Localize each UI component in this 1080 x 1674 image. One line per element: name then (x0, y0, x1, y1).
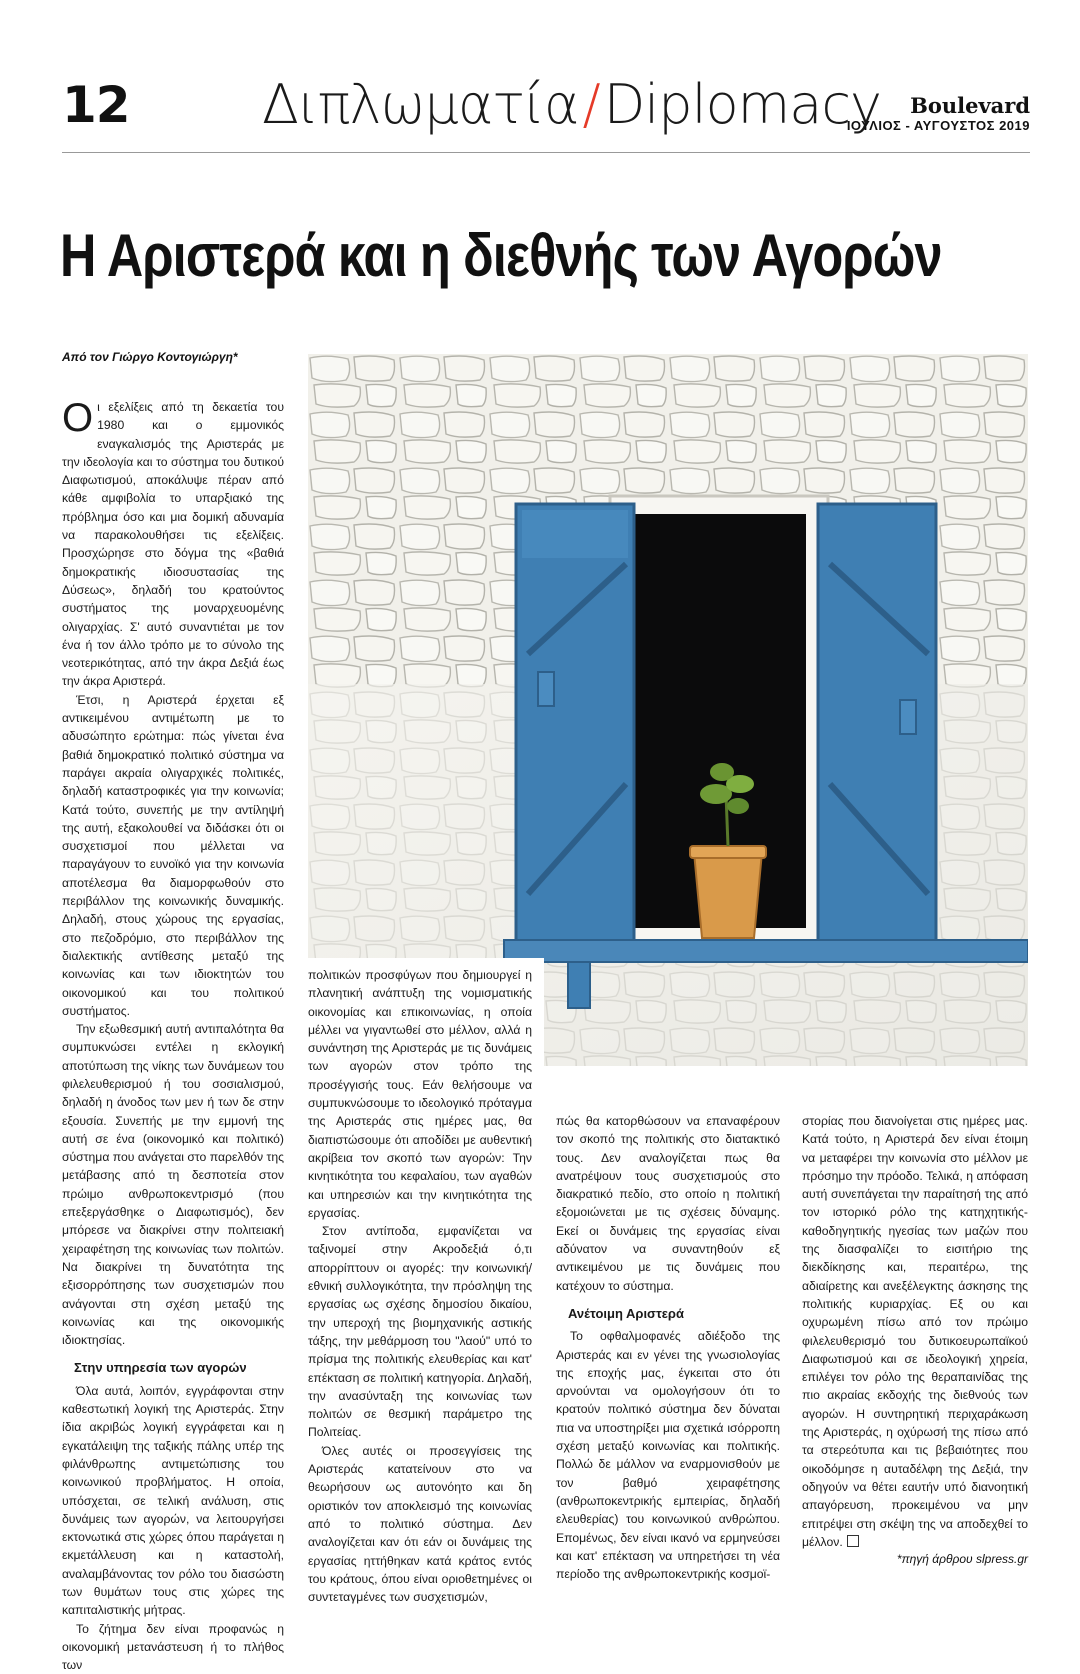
right-shutter (818, 504, 936, 954)
paragraph: Έτσι, η Αριστερά έρχεται εξ αντικειμένου αντιμέτωπη με το αδυσώπητο ερώτημα: πώς γίνεται ένα βαθιά δημοκρατικό πολιτικό σύστημα να παράγει ακραία ολιγαρχικές πολιτικές, δηλαδή καταστροφικές για την κοινωνία; Κατά τούτο, συνεπής με την αντίληψή της αυτή, εξακολουθεί να διδάσκει ότι οι συσχετισμοί που μέλλεται να παραγάγουν το ευνοϊκό για την κοινωνία αποτέλεσμα θα διαμορφωθούν στο περιβάλλον της κοινωνικής δυναμικής. Δηλαδή, στους χώρους της εργασίας, στο πεζοδρόμιο, στο περιβάλλον της διαλεκτικής αντίθεσης μεταξύ της κοινωνίας και των ιδιοκτητών του οικονομικού και του πολιτικού συστήματος. (62, 692, 284, 1018)
paragraph: στορίας που διανοίγεται στις ημέρες μας. Κατά τούτο, η Αριστερά δεν είναι έτοιμη να μεταφέρει την κοινωνία στο μέλλον με πρόσημο την πρόοδο. Τελικά, η απόφαση αυτή συνεπάγεται την παραίτησή της από τον ιστορικό ρόλο της κατηχητικής-καθοδηγητικής ηγεσίας των μαζών που της διασφαλίζει το εισιτήριο της διεκδίκησης και, περαιτέρω, της αδιαίρετης και ανεξέλεγκτης άσκησης της πολιτικής κυριαρχίας. Εξ ου και οχυρωμένη πίσω από τον πρώιμο φιλελευθερισμό του δυτικοευρωπαϊκού Διαφωτισμού και σε ιδεολογική χηρεία, επιλέγει τον ρόλο της θεραπαινίδας της πιο ακραίας εκδοχής της διεθνούς των αγορών. Η συντηρητική περιχαράκωση της Αριστεράς, η οχύρωσή της πίσω από τα στερεότυπα και τις βεβαιότητες που οικοδόμησε η αυταδέλφη της Δεξιά, την οδηγούν να θέτει εαυτήν υπό διανοητική απαγόρευση, προκειμένου να μην επιτρέψει στη σκέψη της να αποδεχθεί το μέλλον. (802, 1114, 1028, 1549)
brand-name: Boulevard (910, 93, 1030, 118)
paragraph: Το οφθαλμοφανές αδιέξοδο της Αριστεράς και εν γένει της γνωσιολογίας της εποχής μας, έγκειται στο ότι αρνούνται να ομολογήσουν ότι το κρατούν πολιτικό σύστημα δεν δύναται πια να υποστηρίξει μια σχετικά ισόρροπη σχέση μεταξύ κοινωνίας και πολιτικής. Πολλώ δε μάλλον να εναρμονισθούν με τον βαθμό χειραφέτησης (ανθρωποκεντρικής εμπειρίας, δηλαδή ελευθερίας) του κοινωνικού ανθρώπου. Επομένως, δεν είναι ικανό να ερμηνεύσει και κατ' επέκταση να υπηρετήσει τη νέα περίοδο της ανθρωποκεντρικής κοσμοϊ- (556, 1329, 780, 1582)
source-note: *πηγή άρθρου slpress.gr (896, 1552, 1028, 1566)
issue-date: ΙΟΥΛΙΟΣ - ΑΥΓΟΥΣΤΟΣ 2019 (846, 118, 1030, 133)
article-byline: Από τον Γιώργο Κοντογιώργη* (62, 350, 238, 364)
paragraph: Στον αντίποδα, εμφανίζεται να ταξινομεί στην Ακροδεξιά ό,τι απορρίπτουν οι αγορές: την κοινωνική/εθνική συλλογικότητα, την πρόσληψη της εργασίας ως σχέσης δημοσίου δικαίου, την υπεροχή της βιομηχανικής αστικής τάξης, την μεθάρμοση του "λαού" υπό το πρίσμα της πολιτικής ελευθερίας και κατ' επέκταση σε πολιτική κατηγορία. Δηλαδή, την ανασύνταξη της κοινωνίας των πολιτών σε θεσμική παράμετρο της Πολιτείας. (308, 1224, 532, 1440)
article-column-1 (62, 398, 284, 1674)
article-column-4 (802, 1112, 1028, 1551)
paragraph: Όλες αυτές οι προσεγγίσεις της Αριστεράς κατατείνουν στο να θεωρήσουν ως αυτονόητο και δη οριστικόν τον αποκλεισμό της κοινωνίας από το πολιτικό σύστημα. Δεν αναλογίζεται καν ότι εάν οι δυνάμεις της εργασίας ηττήθηκαν κατά κράτος εντός του κράτους, όπου είναι οριοθετημένες οι συντεταγμένες των συσχετισμών, (308, 1443, 532, 1605)
section-title-english: Diplomacy (603, 73, 881, 136)
paragraph: Όλα αυτά, λοιπόν, εγγράφονται στην καθεστωτική λογική της Αριστεράς. Στην ίδια ακριβώς λογική εγγράφεται και η εγκατάλειψη της ταξικής πάλης υπέρ της φιλάνθρωπης αντιμετώπισης του κοινωνικού προβλήματος. Η οποία, υπόσχεται, σε τελική ανάλυση, στις δυνάμεις των αγορών, να λειτουργήσει εκτονωτικά στις χώρες όπου παράγεται η εκμετάλλευση και η καταστολή, αναλαμβάνοντας τον ρόλο του διασώστη των θυμάτων τους στις χώρες της καπιταλιστικής μήτρας. (62, 1383, 284, 1618)
paragraph: Το ζήτημα δεν είναι προφανώς η οικονομική μετανάστευση ή το πλήθος των (62, 1621, 284, 1673)
section-title-greek: Διπλωματία (262, 73, 579, 136)
subheading: Στην υπηρεσία των αγορών (74, 1360, 247, 1376)
page-number: 12 (62, 76, 130, 134)
section-title (262, 73, 881, 136)
paragraph: πολιτικών προσφύγων που δημιουργεί η πλανητική ανάπτυξη της νομισματικής οικονομίας και επικοινωνίας, η οποία μέλλει να γιγαντωθεί στο μέλλον, αλλά η συνάντηση της Αριστεράς με τις δυνάμεις των αγορών στον τρόπο της προσέγγισής τους. Εάν θελήσουμε να συμπυκνώσουμε το ιδεολογικό πρόταγμα της Αριστεράς στις ημέρες μας, θα διαπιστώσουμε ότι αποδίδει με αυθεντική ακρίβεια τον σκοπό των αγορών: Την κινητικότητα του κεφαλαίου, των αγαθών και υπηρεσιών και την κινητικότητα της εργασίας. (308, 968, 532, 1220)
drop-cap: Ο (62, 396, 94, 440)
header-rule (62, 152, 1030, 153)
masthead-brand (847, 95, 1030, 133)
article-column-3 (556, 1112, 780, 1583)
paragraph: Οι εξελίξεις από τη δεκαετία του 1980 και ο εμμονικός εναγκαλισμός της Αριστεράς με την ιδεολογία και το σύστημα του δυτικού Διαφωτισμού, αποκάλυψε πέραν από κάθε αμφιβολία το υπαρξιακό της πρόβλημα όσο και μια δομική αδυναμία να παρακολουθήσει τις εξελίξεις. Προσχώρησε στο δόγμα της «βαθιά δημοκρατικής ιδιοσυστασίας της Δύσεως», δηλαδή του κρατούντος συστήματος της μοναρχευομένης ολιγαρχίας. Σ' αυτό συναντιέται με τον ένα ή τον άλλο τρόπο με το σύνολο της νεοτερικότητας, από την άκρα Δεξιά έως την άκρα Αριστερά. (62, 396, 284, 689)
paragraph: πώς θα κατορθώσουν να επαναφέρουν τον σκοπό της πολιτικής στο διατακτικό τους. Δεν αναλογίζεται πως θα ανατρέψουν τους συσχετισμούς στο διακρατικό πεδίο, στο οποίο η πολιτική εξομοιώνεται με τις σχέσεις δύναμης. Εκεί οι δυνάμεις της εργασίας είναι αδύνατον να συναντηθούν εξ αντικειμένου με τις δυνάμεις που κατέχουν το σύστημα. (556, 1114, 780, 1293)
article-headline: Η Αριστερά και η διεθνής των Αγορών (60, 222, 942, 289)
article-column-2 (308, 966, 532, 1606)
end-mark-icon (847, 1535, 859, 1547)
section-slash: / (582, 73, 600, 136)
paragraph: Την εξωθεσμική αυτή αντιπαλότητα θα συμπυκνώσει εντέλει η εκλογική αποτύπωση της νίκης των δυνάμεων του φιλελευθερισμού ή του σοσιαλισμού, δηλαδή η άνοδος των μεν ή των δε στην εξουσία. Συνεπής με την εμμονή της αυτή σε ένα (οικονομικό και πολιτικό) σύστημα που ανάγεται στο παρελθόν της μετάβασης από τη δεσποτεία στον πρώιμο ανθρωποκεντρισμό (που επεξεργάσθηκε ο Διαφωτισμός), δεν μπόρεσε να διακρίνει στην πολιτειακή χειραφέτηση της κοινωνίας των πολιτών. Να διακρίνει τη δυνατότητα της εξισορρόπησης των συσχετισμών που ανάγονται στη σχέση μεταξύ της κοινωνίας και της οικονομικής ιδιοκτησίας. (62, 1022, 284, 1348)
left-shutter (516, 504, 634, 954)
subheading: Ανέτοιμη Αριστερά (568, 1305, 684, 1321)
